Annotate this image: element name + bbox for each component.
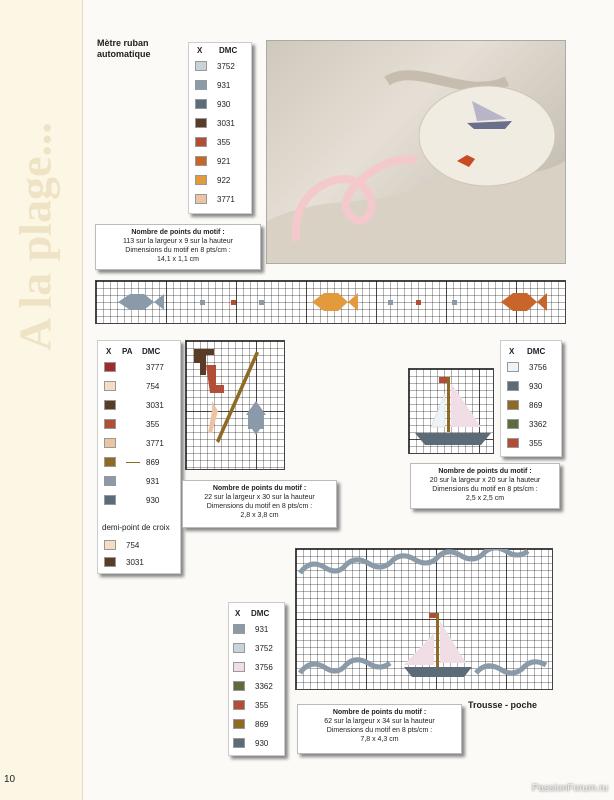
dmc-code: 754 xyxy=(126,540,140,550)
mermaid-tail xyxy=(206,365,224,393)
rust-fish-motif xyxy=(501,293,547,311)
trousse-flag xyxy=(429,613,436,618)
legend-row xyxy=(195,98,230,110)
color-swatch xyxy=(104,457,116,467)
color-swatch xyxy=(507,419,519,429)
dmc-code: 3752 xyxy=(255,643,273,653)
backstitch-line xyxy=(126,367,140,368)
dmc-code: 355 xyxy=(217,137,231,147)
legend-row xyxy=(104,418,159,430)
trousse-sail-left xyxy=(404,633,434,665)
legend-row xyxy=(233,661,273,673)
dot-motif xyxy=(200,300,205,305)
dot-motif xyxy=(452,300,457,305)
backstitch-line xyxy=(126,500,140,501)
color-swatch xyxy=(195,175,207,185)
color-swatch xyxy=(195,137,207,147)
dot-motif xyxy=(416,300,421,305)
dmc-code: 355 xyxy=(529,438,543,448)
boat-legend xyxy=(500,340,562,457)
header-x: X xyxy=(509,347,515,356)
legend-row xyxy=(104,399,164,411)
stitch-title: Nombre de points du motif : xyxy=(438,468,532,475)
trousse-chart-grid xyxy=(295,548,553,690)
dot-motif xyxy=(259,300,264,305)
metre-title-line2: automatique xyxy=(97,49,151,59)
color-swatch xyxy=(233,700,245,710)
legend-row xyxy=(104,437,164,449)
color-swatch xyxy=(104,438,116,448)
hanging-fish xyxy=(246,401,266,435)
mermaid-stitch-info xyxy=(182,480,337,528)
legend-row xyxy=(233,623,268,635)
trousse-title: Trousse - poche xyxy=(468,700,538,710)
mermaid-legend xyxy=(97,340,181,574)
metre-title-line1: Mètre ruban xyxy=(97,38,149,48)
product-photo xyxy=(266,40,566,264)
half-stitch-title: demi-point de croix xyxy=(102,523,170,532)
top-waves xyxy=(300,549,528,573)
color-swatch xyxy=(195,118,207,128)
color-swatch xyxy=(507,362,519,372)
dmc-code: 921 xyxy=(217,156,231,166)
legend-row xyxy=(233,718,268,730)
legend-row xyxy=(507,399,542,411)
tape-measure-photo xyxy=(267,41,565,263)
dmc-code: 922 xyxy=(217,175,231,185)
dmc-code: 3771 xyxy=(146,438,164,448)
dmc-code: 930 xyxy=(255,738,269,748)
dmc-code: 930 xyxy=(217,99,231,109)
stitch-line3: 14,1 x 1,1 cm xyxy=(156,256,200,263)
stitch-line3: 7,8 x 4,3 cm xyxy=(360,736,399,743)
trousse-chart-motifs xyxy=(296,549,552,689)
section-title: A la plage... xyxy=(9,122,61,351)
color-swatch xyxy=(195,80,207,90)
sidebar xyxy=(0,0,83,800)
backstitch-line xyxy=(126,386,140,387)
backstitch-line xyxy=(126,424,140,425)
backstitch-line xyxy=(126,405,140,406)
stitch-line1: 62 sur la largeur x 34 sur la hauteur xyxy=(324,718,435,725)
dmc-code: 355 xyxy=(146,419,160,429)
stitch-title: Nombre de points du motif : xyxy=(332,709,427,716)
metre-chart-grid xyxy=(95,280,566,324)
orange-fish-motif xyxy=(312,293,358,311)
boat-hull xyxy=(415,433,491,445)
boat-sail-right xyxy=(451,383,481,427)
legend-row xyxy=(195,136,230,148)
color-swatch xyxy=(104,495,116,505)
dmc-code: 3752 xyxy=(217,61,235,71)
dmc-code: 869 xyxy=(146,457,160,467)
dmc-code: 931 xyxy=(255,624,269,634)
color-swatch xyxy=(233,719,245,729)
tape-case xyxy=(419,86,555,186)
color-swatch xyxy=(195,61,207,71)
color-swatch xyxy=(104,419,116,429)
dmc-code: 3031 xyxy=(126,557,144,567)
mermaid-chart-grid xyxy=(185,340,285,470)
header-x: X xyxy=(235,609,241,618)
stitch-line2: Dimensions du motif en 8 pts/cm : xyxy=(125,247,231,254)
trousse-sail-right xyxy=(440,621,466,663)
backstitch-line xyxy=(126,481,140,482)
header-dmc: DMC xyxy=(142,347,161,356)
trousse-stitch-info xyxy=(297,704,462,754)
legend-row xyxy=(195,174,230,186)
header-dmc: DMC xyxy=(527,347,546,356)
legend-row xyxy=(507,380,542,392)
stitch-line2: Dimensions du motif en 8 pts/cm : xyxy=(326,727,433,734)
color-swatch xyxy=(507,400,519,410)
color-swatch xyxy=(104,540,116,550)
dot-motif xyxy=(388,300,393,305)
color-swatch xyxy=(233,662,245,672)
dmc-code: 3756 xyxy=(529,362,547,372)
dmc-code: 931 xyxy=(217,80,231,90)
legend-row xyxy=(233,680,273,692)
dmc-code: 3777 xyxy=(146,362,164,372)
legend-row xyxy=(507,418,547,430)
metre-title xyxy=(97,38,151,60)
color-swatch xyxy=(104,400,116,410)
boat-flag xyxy=(439,377,447,383)
header-pa: PA xyxy=(122,347,133,356)
trousse-legend xyxy=(228,602,285,756)
legend-row xyxy=(195,60,235,72)
legend-row xyxy=(507,437,542,449)
header-dmc: DMC xyxy=(219,46,238,55)
mermaid-chart-motifs xyxy=(186,341,284,469)
metre-chart-motifs xyxy=(96,281,565,323)
legend-row xyxy=(195,155,230,167)
legend-row xyxy=(104,539,139,551)
dmc-code: 3362 xyxy=(255,681,273,691)
stitch-line2: Dimensions du motif en 8 pts/cm : xyxy=(432,486,538,493)
color-swatch xyxy=(104,362,116,372)
boat-stitch-info xyxy=(410,463,560,509)
color-swatch xyxy=(195,99,207,109)
dmc-code: 930 xyxy=(146,495,160,505)
dmc-code: 355 xyxy=(255,700,269,710)
color-swatch xyxy=(507,381,519,391)
dmc-code: 3756 xyxy=(255,662,273,672)
metre-legend xyxy=(188,42,252,214)
dmc-code: 3771 xyxy=(217,194,235,204)
dmc-code: 931 xyxy=(146,476,160,486)
stitch-line1: 20 sur la largeur x 20 sur la hauteur xyxy=(429,477,541,484)
legend-row xyxy=(104,475,159,487)
color-swatch xyxy=(195,156,207,166)
boat-sail-left xyxy=(431,393,445,427)
dmc-code: 3362 xyxy=(529,419,547,429)
page-number: 10 xyxy=(4,774,16,785)
color-swatch xyxy=(233,643,245,653)
color-swatch xyxy=(104,476,116,486)
legend-row xyxy=(104,456,159,468)
boat-chart-grid xyxy=(408,368,494,454)
legend-row xyxy=(507,361,547,373)
backstitch-line xyxy=(126,462,140,463)
dmc-code: 754 xyxy=(146,381,160,391)
header-x: X xyxy=(197,46,203,55)
legend-row xyxy=(104,556,144,568)
driftwood-branch xyxy=(387,75,507,87)
trousse-hull xyxy=(404,667,472,677)
legend-row xyxy=(233,699,268,711)
color-swatch xyxy=(507,438,519,448)
header-dmc: DMC xyxy=(251,609,270,618)
dmc-code: 869 xyxy=(529,400,543,410)
stitch-title: Nombre de points du motif : xyxy=(131,229,225,236)
legend-row xyxy=(195,117,235,129)
legend-row xyxy=(233,642,273,654)
color-swatch xyxy=(104,557,116,567)
color-swatch xyxy=(104,381,116,391)
stitch-line3: 2,8 x 3,8 cm xyxy=(240,512,279,519)
color-swatch xyxy=(233,624,245,634)
boat-mast xyxy=(447,377,450,432)
dmc-code: 3031 xyxy=(217,118,235,128)
boat-chart-motifs xyxy=(409,369,493,453)
stitch-line3: 2,5 x 2,5 cm xyxy=(465,495,505,502)
legend-row xyxy=(195,79,230,91)
color-swatch xyxy=(233,681,245,691)
dmc-code: 930 xyxy=(529,381,543,391)
dmc-code: 3031 xyxy=(146,400,164,410)
legend-row xyxy=(233,737,268,749)
legend-row xyxy=(104,361,164,373)
metre-stitch-info xyxy=(95,224,261,270)
stitch-line1: 113 sur la largeur x 9 sur la hauteur xyxy=(123,238,233,245)
watermark: PassionForum.ru xyxy=(531,783,608,794)
stitch-line2: Dimensions du motif en 8 pts/cm : xyxy=(206,503,313,510)
backstitch-line xyxy=(126,443,140,444)
color-swatch xyxy=(195,194,207,204)
color-swatch xyxy=(233,738,245,748)
stitch-line1: 22 sur la largeur x 30 sur la hauteur xyxy=(204,494,315,501)
header-x: X xyxy=(106,347,112,356)
dmc-code: 869 xyxy=(255,719,269,729)
legend-row xyxy=(195,193,235,205)
dot-motif xyxy=(231,300,236,305)
stitch-title: Nombre de points du motif : xyxy=(212,485,307,492)
legend-row xyxy=(104,494,159,506)
legend-row xyxy=(104,380,159,392)
grey-fish-motif xyxy=(118,294,164,310)
mermaid-body xyxy=(208,401,218,433)
trousse-mast xyxy=(436,613,439,669)
